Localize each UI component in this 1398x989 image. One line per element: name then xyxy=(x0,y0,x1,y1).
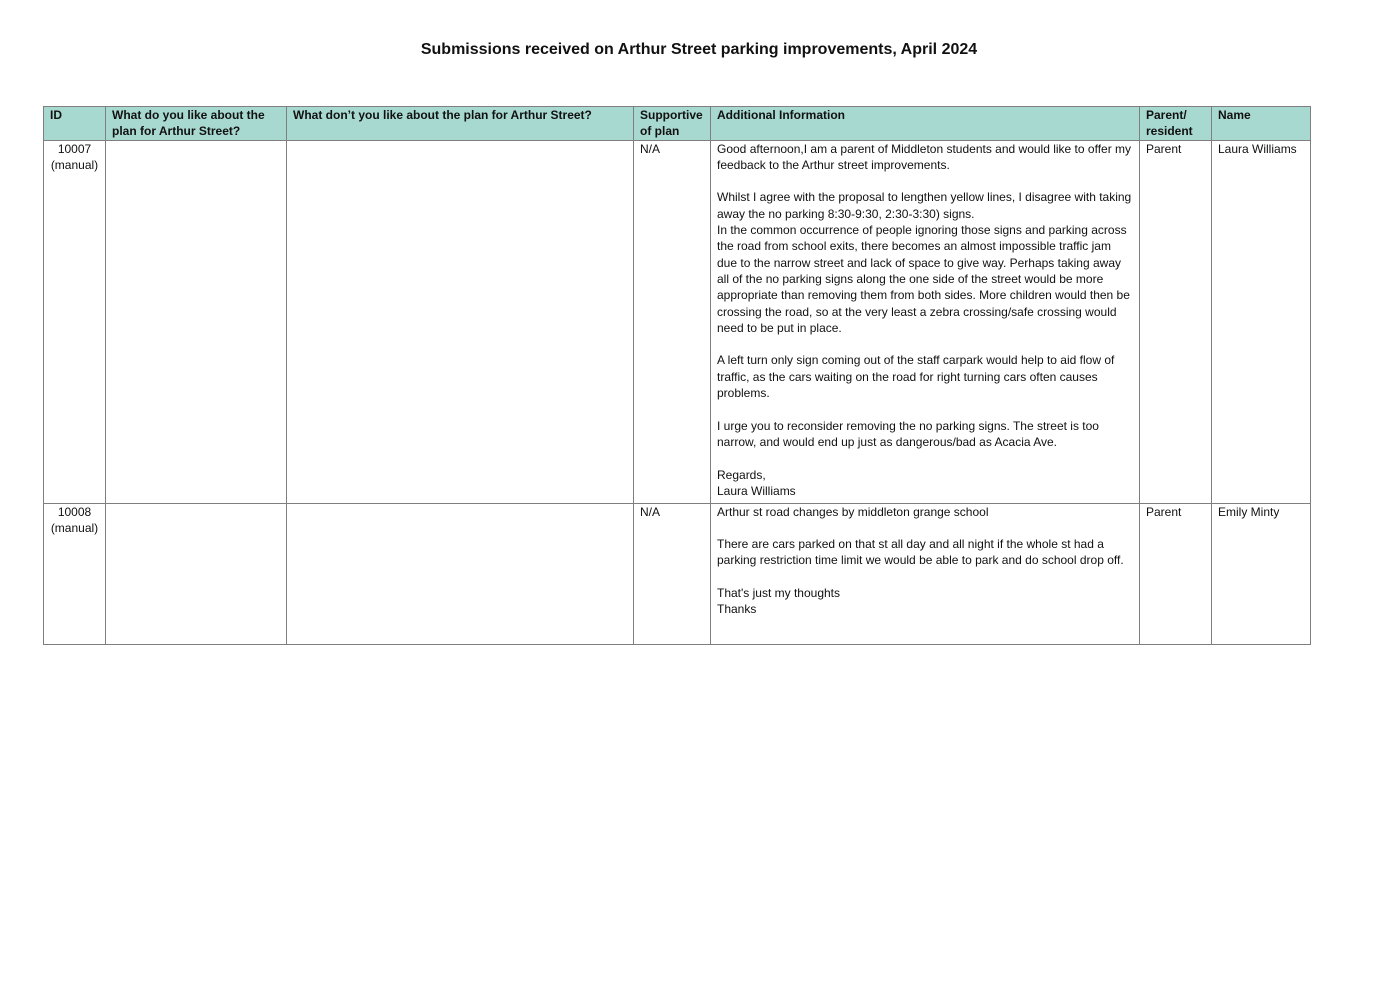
header-id: ID xyxy=(44,107,106,141)
id-note: (manual) xyxy=(50,520,99,535)
additional-paragraph: Arthur st road changes by middleton grange school xyxy=(717,504,989,519)
additional-paragraph: Whilst I agree with the proposal to lengthen yellow lines, I disagree with taking away the no parking 8:30-9:30, 2:30-3:30) signs. xyxy=(717,190,1132,221)
dislike-cell xyxy=(287,503,634,644)
table-header xyxy=(44,107,1311,141)
additional-paragraph: Laura Williams xyxy=(717,483,796,498)
header-row xyxy=(44,107,1311,141)
submissions-table xyxy=(43,106,1311,645)
header-parent-resident: Parent/ resident xyxy=(1140,107,1212,141)
header-name: Name xyxy=(1212,107,1311,141)
name-cell: Emily Minty xyxy=(1212,503,1311,644)
header-additional-information: Additional Information xyxy=(711,107,1140,141)
like-cell xyxy=(106,503,287,644)
like-cell xyxy=(106,140,287,503)
parent-resident-cell: Parent xyxy=(1140,140,1212,503)
header-like: What do you like about the plan for Arthur Street? xyxy=(106,107,287,141)
dislike-cell xyxy=(287,140,634,503)
additional-paragraph: Thanks xyxy=(717,602,757,617)
header-dislike: What don’t you like about the plan for Arthur Street? xyxy=(287,107,634,141)
supportive-cell: N/A xyxy=(634,140,711,503)
name-cell: Laura Williams xyxy=(1212,140,1311,503)
table-row xyxy=(44,503,1311,644)
id-number: 10008 xyxy=(57,504,92,519)
page-title: Submissions received on Arthur Street parking improvements, April 2024 xyxy=(420,41,978,58)
id-cell xyxy=(44,503,106,644)
table-row xyxy=(44,140,1311,503)
header-supportive: Supportive of plan xyxy=(634,107,711,141)
additional-information-cell xyxy=(711,503,1140,644)
additional-paragraph: Good afternoon,I am a parent of Middleton students and would like to offer my feedback to the Arthur street improvements. xyxy=(717,141,1132,172)
id-cell xyxy=(44,140,106,503)
parent-resident-cell: Parent xyxy=(1140,503,1212,644)
additional-paragraph: In the common occurrence of people ignoring those signs and parking across the road from school exits, there becomes an almost impossible traffic jam due to the narrow street and lack of space to give way. Perhaps taking away all of the no parking signs along the one side of the street would be more appropriate than removing them from both sides. More children would then be crossing the road, so at the very least a zebra crossing/safe crossing would need to be put in place. xyxy=(717,223,1130,335)
additional-paragraph: A left turn only sign coming out of the staff carpark would help to aid flow of traffic, as the cars waiting on the road for right turning cars often causes problems. xyxy=(717,353,1115,401)
additional-paragraph: Regards, xyxy=(717,467,766,482)
additional-paragraph: I urge you to reconsider removing the no parking signs. The street is too narrow, and would end up just as dangerous/bad as Acacia Ave. xyxy=(717,418,1099,449)
additional-paragraph: There are cars parked on that st all day and all night if the whole st had a parking restriction time limit we would be able to park and do school drop off. xyxy=(717,537,1124,568)
id-number: 10007 xyxy=(57,141,92,156)
supportive-cell: N/A xyxy=(634,503,711,644)
additional-information-cell xyxy=(711,140,1140,503)
id-note: (manual) xyxy=(50,157,99,172)
additional-paragraph: That's just my thoughts xyxy=(717,586,841,601)
